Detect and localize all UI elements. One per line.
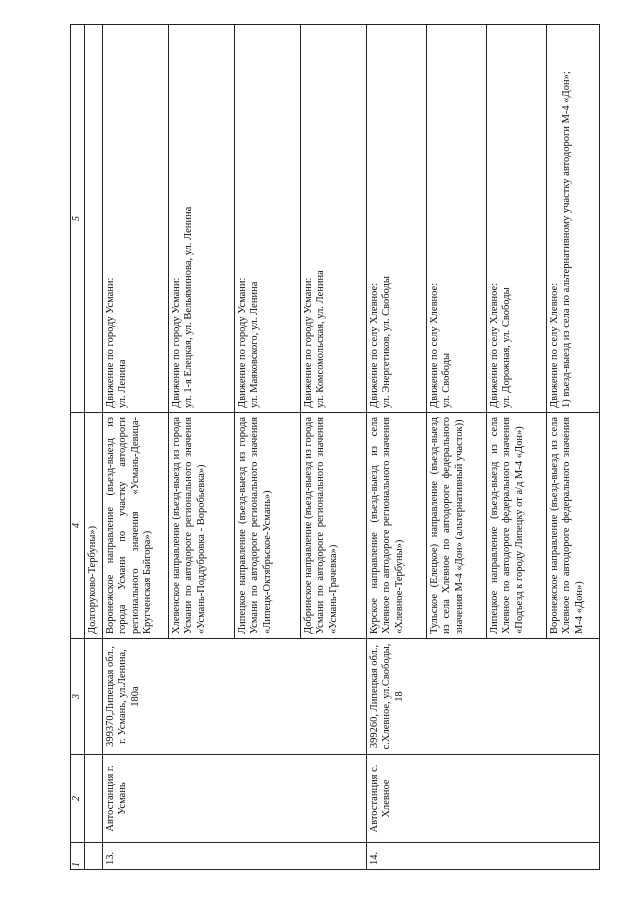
table-row [366, 25, 426, 870]
rotated-page [70, 25, 600, 870]
route-movement [168, 25, 234, 413]
movement-streets: ул. Комсомольская, ул. Ленина [315, 270, 326, 408]
continuation-text: Долгоруково-Тербуны») [85, 413, 103, 639]
row-number: 13. [102, 843, 366, 870]
movement-title: Движение по селу Хлевное: [488, 282, 500, 408]
movement-streets: 1) въезд-выезд из села по альтернативному участку автодороги М-4 «Дон»; [561, 71, 572, 408]
movement-streets: ул. Ленина [117, 359, 128, 408]
route-movement [546, 25, 600, 413]
route-movement [486, 25, 546, 413]
header-row [71, 25, 85, 870]
movement-title: Движение по городу Усмани: [236, 277, 248, 408]
table-row [102, 25, 168, 870]
table-body [71, 25, 600, 870]
route-direction: Воронежское направление (въезд-выезд из города Усмани по участку автодороги регионального значения «Усмань-Девица-Кругченская Байгора») [102, 413, 168, 639]
movement-title: Движение по городу Усмани: [104, 277, 116, 408]
station-name: Автостанция г. Усмань [102, 755, 366, 843]
movement-streets: ул. Маяковского, ул. Ленина [249, 281, 260, 408]
movement-title: Движение по селу Хлевное: [368, 282, 380, 408]
route-direction: Тульское (Елецкое) направление (въезд-выезд из села Хлевное по автодороге федерального значения М-4 «Дон» (альтернативный участок)) [426, 413, 486, 639]
movement-streets: ул. Энергетиков, ул. Свободы [381, 276, 392, 408]
movement-title: Движение по городу Усмани: [170, 277, 182, 408]
movement-title: Движение по городу Усмани: [302, 277, 314, 408]
header-col-2: 2 [71, 755, 85, 843]
route-movement [300, 25, 366, 413]
continuation-row [85, 25, 103, 870]
route-direction: Добринское направление (въезд-выезд из города Усмани по автодороге регионального значения «Усмань-Грачевка») [300, 413, 366, 639]
route-direction: Воронежское направление (въезд-выезд из села Хлевное по автодороге федерального значения М-4 «Дон») [546, 413, 600, 639]
route-movement [426, 25, 486, 413]
movement-streets: ул. Дорожная, ул. Свободы [501, 287, 512, 408]
movement-streets: ул. 1-я Елецкая, ул. Вельяминова, ул. Ленина [183, 206, 194, 408]
header-col-5: 5 [71, 25, 85, 413]
station-name: Автостанция с. Хлевное [366, 755, 600, 843]
header-col-1: 1 [71, 843, 85, 870]
route-direction: Хлевенское направление (въезд-выезд из города Усмани по автодороге регионального значения «Усмань-Поддубровка - Воробьевка») [168, 413, 234, 639]
route-direction: Липецкое направление (въезд-выезд из города Усмани по автодороге регионального значения «Липецк-Октябрьское-Усмань») [234, 413, 300, 639]
header-col-4: 4 [71, 413, 85, 639]
movement-streets: ул. Свободы [441, 352, 452, 408]
route-movement [102, 25, 168, 413]
route-direction: Курское направление (въезд-выезд из села Хлевное по автодороге регионального значения «Хлевное-Тербуны») [366, 413, 426, 639]
movement-title: Движение по селу Хлевное: [548, 282, 560, 408]
movement-title: Движение по селу Хлевное: [428, 282, 440, 408]
route-movement [234, 25, 300, 413]
route-direction: Липецкое направление (въезд-выезд из села Хлевное по автодороге федерального значения «Подъезд к городу Липецку от а/д М-4 «Дон») [486, 413, 546, 639]
routes-table [70, 24, 600, 870]
station-address: 399370,Липецкая обл., г. Усмань, ул.Ленина, 180а [102, 639, 366, 755]
station-address: 399260, Липецкая обл., с.Хлевное, ул.Свободы, 18 [366, 639, 600, 755]
route-movement [366, 25, 426, 413]
row-number: 14. [366, 843, 600, 870]
header-col-3: 3 [71, 639, 85, 755]
